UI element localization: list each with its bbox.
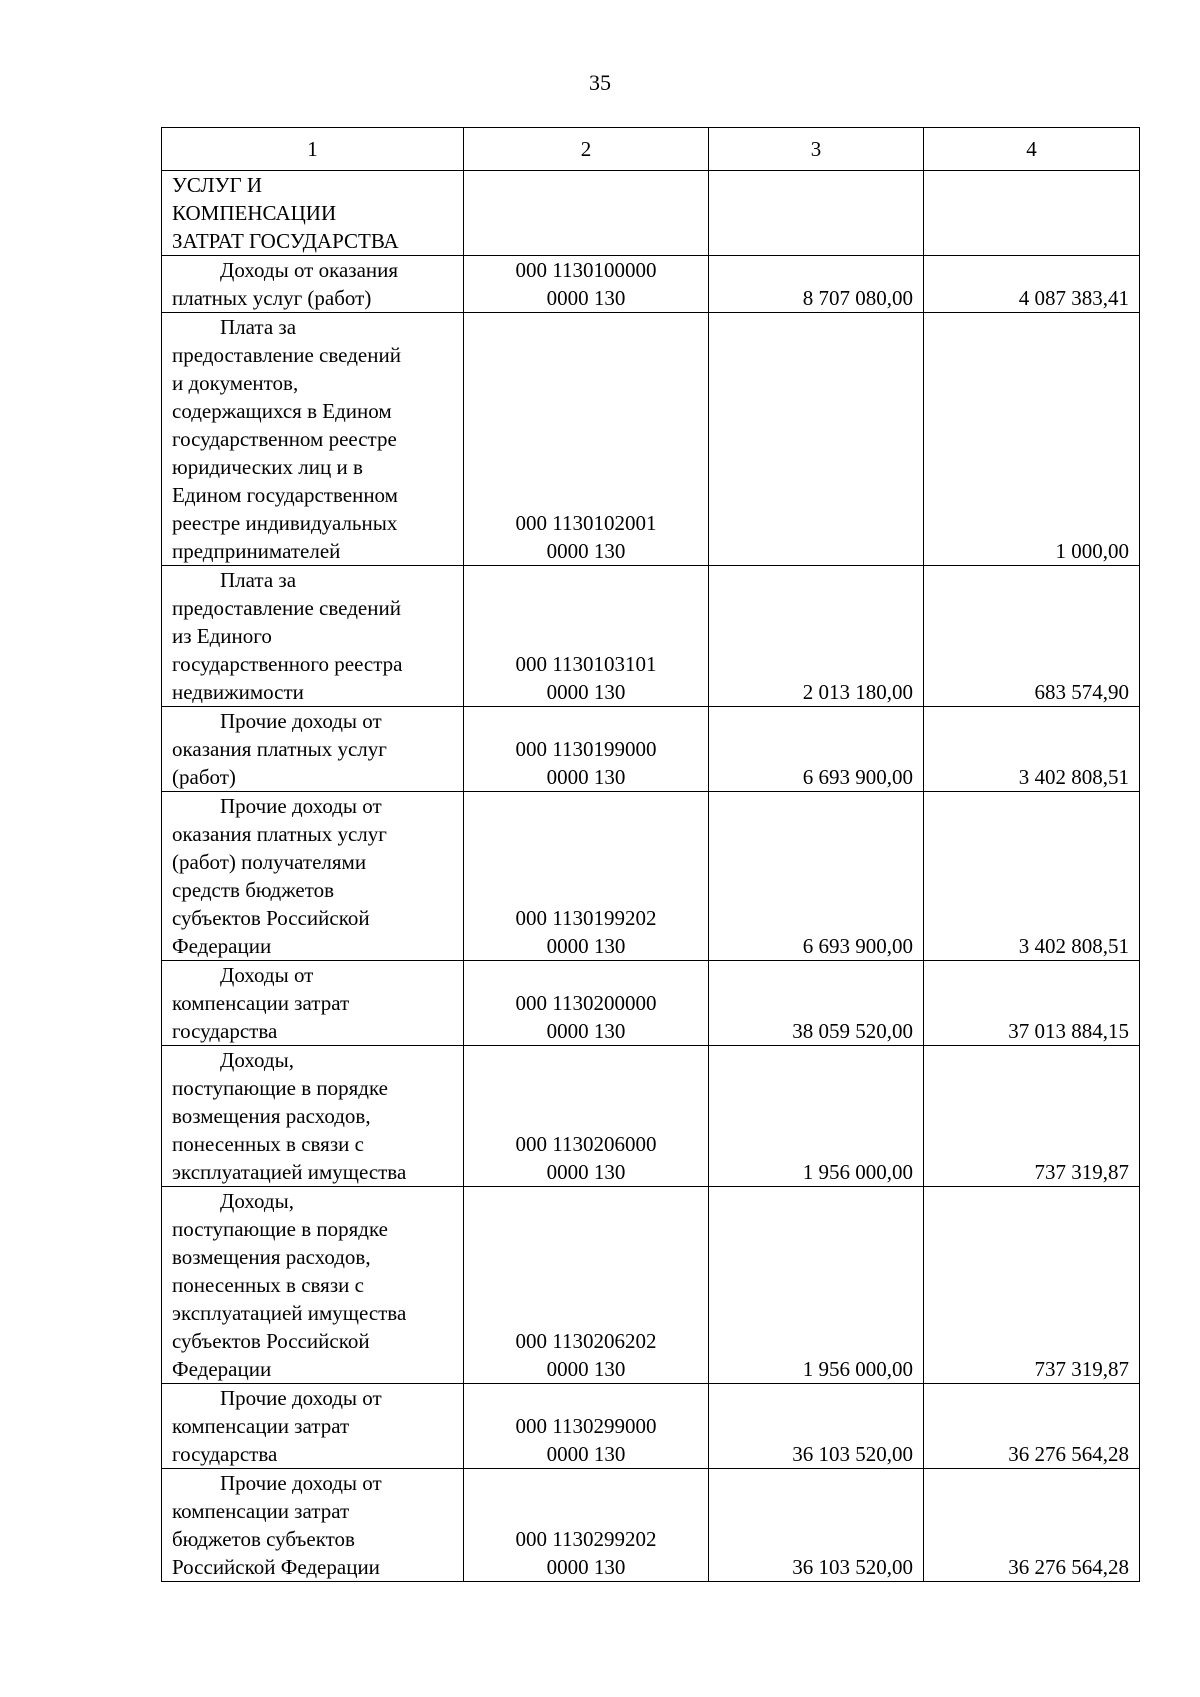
row-name-line: Федерации bbox=[172, 1357, 272, 1381]
row-name-cell bbox=[162, 171, 464, 256]
row-name-line: (работ) bbox=[172, 765, 236, 789]
row-code-cell bbox=[464, 1187, 709, 1384]
row-name-line bbox=[172, 707, 453, 735]
row-name-cell bbox=[162, 1187, 464, 1384]
row-code-line: 000 1130103101 bbox=[515, 652, 657, 676]
column-header-3: 3 bbox=[709, 128, 924, 171]
table-row bbox=[162, 1384, 1140, 1469]
row-code-line: 000 1130199000 bbox=[515, 737, 657, 761]
row-name-line: предоставление сведений bbox=[172, 596, 401, 620]
row-name-text: Плата за bbox=[220, 315, 297, 339]
row-fact-cell: 4 087 383,41 bbox=[924, 256, 1140, 313]
row-code-cell bbox=[464, 707, 709, 792]
row-code-cell bbox=[464, 1384, 709, 1469]
row-name-line: субъектов Российской bbox=[172, 906, 370, 930]
row-plan-cell: 6 693 900,00 bbox=[709, 792, 924, 961]
row-name-line bbox=[172, 1046, 453, 1074]
row-name-text: Доходы, bbox=[220, 1189, 294, 1213]
row-plan-cell: 1 956 000,00 bbox=[709, 1187, 924, 1384]
row-code-cell bbox=[464, 171, 709, 256]
row-name-line: и документов, bbox=[172, 371, 299, 395]
row-name-line: ЗАТРАТ ГОСУДАРСТВА bbox=[172, 229, 399, 253]
row-code-cell bbox=[464, 256, 709, 313]
table-row bbox=[162, 1046, 1140, 1187]
row-fact-cell: 1 000,00 bbox=[924, 313, 1140, 566]
row-name-line: из Единого bbox=[172, 624, 272, 648]
table-row bbox=[162, 171, 1140, 256]
row-code-line: 0000 130 bbox=[546, 1019, 626, 1043]
row-name-line bbox=[172, 1384, 453, 1412]
row-name-line: платных услуг (работ) bbox=[172, 286, 372, 310]
row-code-cell bbox=[464, 566, 709, 707]
table-row bbox=[162, 313, 1140, 566]
row-code-line: 000 1130199202 bbox=[515, 906, 657, 930]
table-row bbox=[162, 792, 1140, 961]
row-name-cell bbox=[162, 707, 464, 792]
row-name-line: средств бюджетов bbox=[172, 878, 335, 902]
row-name-line: КОМПЕНСАЦИИ bbox=[172, 201, 337, 225]
page-number: 35 bbox=[589, 70, 611, 95]
row-code-line: 000 1130206202 bbox=[515, 1329, 657, 1353]
row-name-line: предпринимателей bbox=[172, 539, 341, 563]
row-plan-cell: 8 707 080,00 bbox=[709, 256, 924, 313]
table-row bbox=[162, 566, 1140, 707]
row-name-text: Прочие доходы от bbox=[220, 1386, 382, 1410]
row-name-cell bbox=[162, 1469, 464, 1582]
row-fact-cell: 737 319,87 bbox=[924, 1187, 1140, 1384]
row-name-line: Федерации bbox=[172, 934, 272, 958]
row-plan-cell: 38 059 520,00 bbox=[709, 961, 924, 1046]
row-name-line: УСЛУГ И bbox=[172, 173, 263, 197]
row-name-line: государственном реестре bbox=[172, 427, 397, 451]
row-name-line: Едином государственном bbox=[172, 483, 398, 507]
column-header-1: 1 bbox=[162, 128, 464, 171]
row-name-line bbox=[172, 256, 453, 284]
row-code-cell bbox=[464, 792, 709, 961]
row-name-line: Российской Федерации bbox=[172, 1555, 380, 1579]
row-code-cell bbox=[464, 1469, 709, 1582]
row-name-line: компенсации затрат bbox=[172, 1499, 350, 1523]
row-fact-cell bbox=[924, 171, 1140, 256]
table-row bbox=[162, 256, 1140, 313]
row-plan-cell: 6 693 900,00 bbox=[709, 707, 924, 792]
row-code-line: 0000 130 bbox=[546, 680, 626, 704]
row-code-line: 000 1130200000 bbox=[515, 991, 657, 1015]
row-code-line: 000 1130299202 bbox=[515, 1527, 657, 1551]
row-code-line: 0000 130 bbox=[546, 934, 626, 958]
row-name-line: эксплуатацией имущества bbox=[172, 1301, 407, 1325]
table-row bbox=[162, 1187, 1140, 1384]
row-name-line bbox=[172, 1187, 453, 1215]
row-name-line: содержащихся в Едином bbox=[172, 399, 392, 423]
row-name-text: Доходы от оказания bbox=[220, 258, 399, 282]
table-row bbox=[162, 961, 1140, 1046]
row-fact-cell: 3 402 808,51 bbox=[924, 792, 1140, 961]
row-name-line: предоставление сведений bbox=[172, 343, 401, 367]
row-name-line: поступающие в порядке bbox=[172, 1217, 388, 1241]
row-name-line bbox=[172, 313, 453, 341]
row-name-line: поступающие в порядке bbox=[172, 1076, 388, 1100]
row-name-cell bbox=[162, 1046, 464, 1187]
row-plan-cell: 36 103 520,00 bbox=[709, 1384, 924, 1469]
row-name-line: эксплуатацией имущества bbox=[172, 1160, 407, 1184]
row-name-text: Прочие доходы от bbox=[220, 709, 382, 733]
row-code-cell bbox=[464, 313, 709, 566]
row-code-line: 000 1130299000 bbox=[515, 1414, 657, 1438]
row-plan-cell bbox=[709, 313, 924, 566]
row-name-line bbox=[172, 1469, 453, 1497]
row-name-line: оказания платных услуг bbox=[172, 822, 387, 846]
row-name-cell bbox=[162, 256, 464, 313]
row-name-text: Прочие доходы от bbox=[220, 1471, 382, 1495]
row-name-line bbox=[172, 566, 453, 594]
revenue-table bbox=[161, 127, 1140, 1582]
row-code-line: 0000 130 bbox=[546, 1442, 626, 1466]
row-name-line: оказания платных услуг bbox=[172, 737, 387, 761]
table-row bbox=[162, 1469, 1140, 1582]
row-name-line: (работ) получателями bbox=[172, 850, 367, 874]
row-fact-cell: 37 013 884,15 bbox=[924, 961, 1140, 1046]
row-code-line: 0000 130 bbox=[546, 1160, 626, 1184]
row-name-text: Прочие доходы от bbox=[220, 794, 382, 818]
row-name-cell bbox=[162, 792, 464, 961]
row-name-line: реестре индивидуальных bbox=[172, 511, 398, 535]
row-name-line: понесенных в связи с bbox=[172, 1273, 364, 1297]
row-name-line bbox=[172, 792, 453, 820]
row-code-line: 0000 130 bbox=[546, 539, 626, 563]
row-name-line: компенсации затрат bbox=[172, 991, 350, 1015]
table-row bbox=[162, 707, 1140, 792]
row-name-line: бюджетов субъектов bbox=[172, 1527, 355, 1551]
row-name-text: Доходы от bbox=[220, 963, 314, 987]
row-code-line: 0000 130 bbox=[546, 1357, 626, 1381]
row-code-cell bbox=[464, 1046, 709, 1187]
row-code-line: 0000 130 bbox=[546, 286, 626, 310]
row-name-line: возмещения расходов, bbox=[172, 1104, 371, 1128]
row-name-line: недвижимости bbox=[172, 680, 304, 704]
row-name-line: государства bbox=[172, 1019, 278, 1043]
row-fact-cell: 36 276 564,28 bbox=[924, 1384, 1140, 1469]
row-code-line: 0000 130 bbox=[546, 765, 626, 789]
row-name-cell bbox=[162, 961, 464, 1046]
row-name-text: Доходы, bbox=[220, 1048, 294, 1072]
row-name-line: субъектов Российской bbox=[172, 1329, 370, 1353]
column-header-2: 2 bbox=[464, 128, 709, 171]
row-name-line: юридических лиц и в bbox=[172, 455, 363, 479]
row-code-line: 0000 130 bbox=[546, 1555, 626, 1579]
row-fact-cell: 737 319,87 bbox=[924, 1046, 1140, 1187]
row-name-line: государственного реестра bbox=[172, 652, 403, 676]
row-plan-cell bbox=[709, 171, 924, 256]
row-name-cell bbox=[162, 566, 464, 707]
row-name-line: компенсации затрат bbox=[172, 1414, 350, 1438]
column-header-4: 4 bbox=[924, 128, 1140, 171]
row-name-line: возмещения расходов, bbox=[172, 1245, 371, 1269]
row-name-text: Плата за bbox=[220, 568, 297, 592]
row-name-line bbox=[172, 961, 453, 989]
row-code-line: 000 1130206000 bbox=[515, 1132, 657, 1156]
row-name-cell bbox=[162, 1384, 464, 1469]
row-plan-cell: 2 013 180,00 bbox=[709, 566, 924, 707]
row-code-line: 000 1130100000 bbox=[515, 258, 657, 282]
row-fact-cell: 36 276 564,28 bbox=[924, 1469, 1140, 1582]
row-fact-cell: 683 574,90 bbox=[924, 566, 1140, 707]
row-fact-cell: 3 402 808,51 bbox=[924, 707, 1140, 792]
row-name-cell bbox=[162, 313, 464, 566]
row-code-line: 000 1130102001 bbox=[515, 511, 657, 535]
row-plan-cell: 1 956 000,00 bbox=[709, 1046, 924, 1187]
row-name-line: государства bbox=[172, 1442, 278, 1466]
row-code-cell bbox=[464, 961, 709, 1046]
row-plan-cell: 36 103 520,00 bbox=[709, 1469, 924, 1582]
row-name-line: понесенных в связи с bbox=[172, 1132, 364, 1156]
table-header-row bbox=[162, 128, 1140, 171]
